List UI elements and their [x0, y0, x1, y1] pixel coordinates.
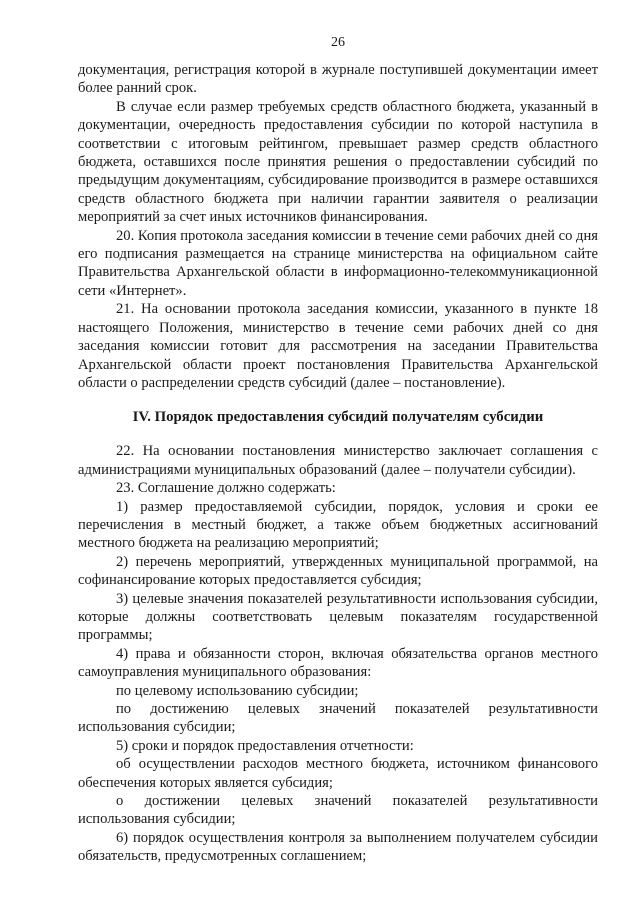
sub-item: об осуществлении расходов местного бюджета, источником финансового обеспечения которых является субсидия; [78, 756, 598, 791]
list-item-5: 5) сроки и порядок предоставления отчетности: [116, 737, 414, 754]
paragraphs-after [78, 442, 598, 865]
paragraph-20: 20. Копия протокола заседания комиссии в течение семи рабочих дней со дня его подписания размещается на странице министерства на официальном сайте Правительства Архангельской области в информационно-телекоммуникационной сети «Интернет». [78, 227, 598, 299]
list-item-4: 4) права и обязанности сторон, включая обязательства органов местного самоуправления муниципального образования: [78, 645, 598, 681]
sub-item: по целевому использованию субсидии; [116, 682, 359, 699]
page-number: 26 [331, 35, 345, 50]
paragraph-23: 23. Соглашение должно содержать: [116, 480, 336, 497]
list-item-3: 3) целевые значения показателей результативности использования субсидии, которые должны соответствовать целевым показателям государственной программы; [78, 590, 598, 644]
paragraph-22: 22. На основании постановления министерство заключает соглашения с администрациями муниципальных образований (далее – получатели субсидии). [78, 443, 598, 478]
section-heading: IV. Порядок предоставления субсидий получателям субсидии [132, 409, 544, 426]
sub-item: по достижению целевых значений показателей результативности использования субсидии; [78, 701, 598, 736]
list-item-2: 2) перечень мероприятий, утвержденных муниципальной программой, на софинансирование которых предоставляется субсидия; [78, 553, 598, 589]
list-item-6: 6) порядок осуществления контроля за выполнением получателем субсидии обязательств, предусмотренных соглашением; [78, 829, 598, 865]
paragraph: документация, регистрация которой в журнале поступившей документации имеет более ранний срок. [78, 62, 598, 97]
sub-item: о достижении целевых значений показателей результативности использования субсидии; [78, 793, 598, 828]
document-page [78, 34, 598, 866]
paragraph-21: 21. На основании протокола заседания комиссии, указанного в пункте 18 настоящего Положения, министерство в течение семи рабочих дней со дня заседания комиссии готовит для рассмотрения на заседании Правительства Архангельской области проект постановления Правительства Архангельской области о распределении средств субсидий (далее – постановление). [78, 301, 598, 391]
list-item-1: 1) размер предоставляемой субсидии, порядок, условия и сроки ее перечисления в местный бюджет, а также объем бюджетных ассигнований местного бюджета на реализацию мероприятий; [78, 498, 598, 552]
paragraph: В случае если размер требуемых средств областного бюджета, указанный в документации, очередность предоставления субсидии по которой наступила в соответствии с итоговым рейтингом, превышает размер средств областного бюджета, оставшихся после принятия решения о предоставлении субсидий по предыдущим документациям, субсидирование производится в размере оставшихся средств областного бюджета при наличии гарантии заявителя о реализации мероприятий за счет иных источников финансирования. [78, 98, 598, 226]
paragraphs-before [78, 61, 598, 392]
